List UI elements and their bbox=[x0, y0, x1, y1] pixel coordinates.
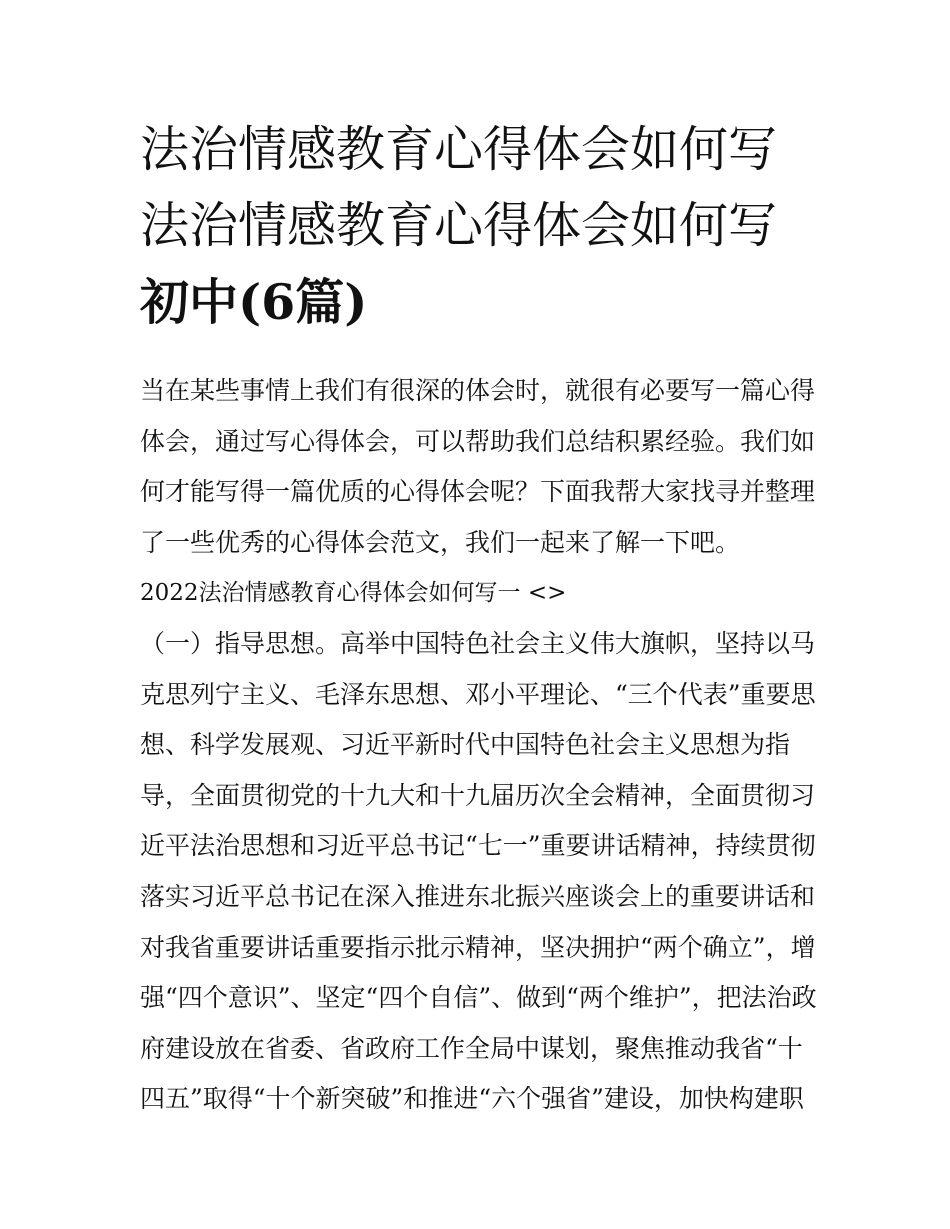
text-line: 导，全面贯彻党的十九大和十九届历次全会精神，全面贯彻习 bbox=[140, 780, 816, 810]
section-paragraph bbox=[140, 619, 816, 1125]
text-line: 四五”取得“十个新突破”和推进“六个强省”建设，加快构建职 bbox=[140, 1084, 804, 1114]
title-line: 初中(6篇) bbox=[140, 273, 368, 331]
text-line: （一）指导思想。高举中国特色社会主义伟大旗帜，坚持以马 bbox=[140, 628, 816, 658]
title-line: 法治情感教育心得体会如何写 bbox=[140, 197, 778, 254]
text-line: 强“四个意识”、坚定“四个自信”、做到“两个维护”，把法治政 bbox=[140, 983, 817, 1013]
text-line: 想、科学发展观、习近平新时代中国特色社会主义思想为指 bbox=[140, 730, 791, 760]
document-title bbox=[140, 112, 816, 340]
section-heading: 2022法治情感教育心得体会如何写一 <> bbox=[140, 580, 567, 607]
text-line: 体会，通过写心得体会，可以帮助我们总结积累经验。我们如 bbox=[140, 426, 816, 456]
title-line: 法治情感教育心得体会如何写 bbox=[140, 121, 778, 178]
text-line: 落实习近平总书记在深入推进东北振兴座谈会上的重要讲话和 bbox=[140, 881, 816, 911]
text-line: 近平法治思想和习近平总书记“七一”重要讲话精神，持续贯彻 bbox=[140, 831, 816, 861]
text-line: 克思列宁主义、毛泽东思想、邓小平理论、“三个代表”重要思 bbox=[140, 679, 816, 709]
text-line: 当在某些事情上我们有很深的体会时，就很有必要写一篇心得 bbox=[140, 376, 816, 405]
text-line: 何才能写得一篇优质的心得体会呢？下面我帮大家找寻并整理 bbox=[140, 477, 816, 507]
text-line: 对我省重要讲话重要指示批示精神，坚决拥护“两个确立”，增 bbox=[140, 932, 816, 962]
document-page bbox=[140, 112, 816, 1125]
text-line: 府建设放在省委、省政府工作全局中谋划，聚焦推动我省“十 bbox=[140, 1033, 803, 1063]
intro-paragraph bbox=[140, 366, 816, 568]
document-body bbox=[140, 366, 816, 1125]
text-line: 了一些优秀的心得体会范文，我们一起来了解一下吧。 bbox=[140, 527, 741, 557]
